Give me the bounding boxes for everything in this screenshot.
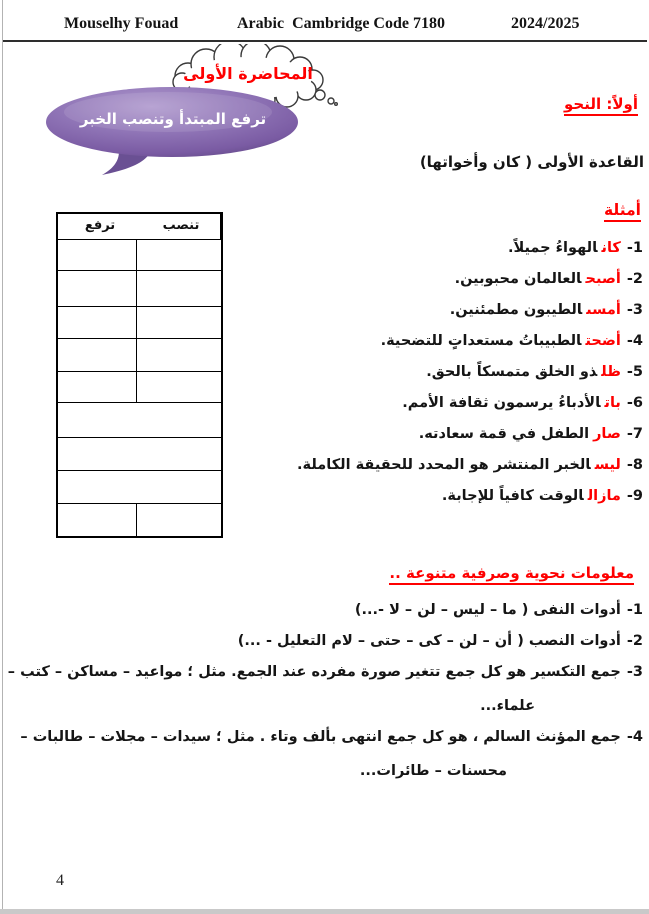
examples-title: أمثلة [604,201,641,222]
table-row-merged [58,470,221,503]
example-number: 5- [626,364,643,380]
example-keyword: بات [604,395,621,411]
example-keyword: صار [593,426,621,442]
example-keyword: كان [601,240,621,256]
info-item-continuation: محسنات – طائرات... [359,763,507,779]
rule-title: القاعدة الأولى ( كان وأخواتها) [419,153,644,171]
example-keyword: ليس [594,457,621,473]
example-number: 4- [626,333,643,349]
example-keyword: مازال [587,488,621,504]
example-item [297,233,643,264]
table-row-merged [58,437,221,470]
example-item [297,481,643,512]
example-text: العالمان محبوبين. [454,271,582,287]
example-item [297,450,643,481]
example-keyword: أمسى [586,302,621,318]
table-row [58,270,221,306]
examples-list [297,233,643,512]
example-keyword: ظل [601,364,621,380]
table-row [58,306,221,338]
table-row [58,503,221,536]
header-course: Arabic Cambridge Code 7180 [237,15,445,32]
info-title: معلومات نحوية وصرفية متنوعة .. [389,564,634,585]
example-number: 2- [626,271,643,287]
info-item [355,600,643,620]
info-number: 1- [626,602,643,618]
example-text: الأدباءُ يرسمون ثقافة الأمم. [402,395,601,411]
info-item [8,662,643,682]
table-row [58,239,221,270]
info-number: 2- [626,633,643,649]
conjugation-table [56,212,223,538]
example-item [297,388,643,419]
cloud-label: المحاضرة الأولى [183,64,313,83]
example-text: الطيبون مطمئنين. [449,302,583,318]
example-number: 7- [626,426,643,442]
info-number: 4- [626,729,643,745]
table-row [58,338,221,371]
example-keyword: أصبح [585,271,621,287]
info-text: جمع التكسير هو كل جمع تتغير صورة مفرده عند الجمع. مثل ؛ مواعيد – مساكن – كتب – [7,664,621,680]
example-text: الهواءُ جميلاً. [507,240,598,256]
page-bottom-edge [0,909,649,914]
example-number: 3- [626,302,643,318]
header-author: Mouselhy Fouad [64,15,179,32]
info-item [238,631,643,651]
example-item [297,264,643,295]
table-header-row [58,214,221,239]
info-item-continuation: علماء... [480,698,535,714]
example-item [297,326,643,357]
example-text: الخبر المنتشر هو المحدد للحقيقة الكاملة. [297,457,591,473]
info-number: 3- [626,664,643,680]
thought-dots [315,90,337,105]
info-text: جمع المؤنث السالم ، هو كل جمع انتهى بألف وتاء . مثل ؛ سيدات – مجلات – طالبات – [20,729,621,745]
example-number: 6- [626,395,643,411]
bubble-label: ترفع المبتدأ وتنصب الخبر [79,110,267,128]
info-text: أدوات النصب ( أن – لن – كى – حتى – لام التعليل - ...) [237,633,621,649]
example-item [297,357,643,388]
example-text: ذو الخلق متمسكاً بالحق. [426,364,598,380]
info-item [20,727,643,747]
page-left-edge [2,0,3,909]
page-number: 4 [56,872,64,889]
table-header-nasb: تنصب [142,214,221,239]
table-header-rafa: ترفع [84,218,116,233]
section-title-grammar: أولاً: النحو [564,95,638,116]
header-year: 2024/2025 [511,15,580,32]
example-item [297,419,643,450]
info-text: أدوات النفى ( ما – ليس – لن – لا -...) [354,602,621,618]
example-number: 9- [626,488,643,504]
example-text: الطفل في قمة سعادته. [418,426,590,442]
example-text: الوقت كافياً للإجابة. [441,488,584,504]
example-item [297,295,643,326]
header-divider [3,40,647,42]
table-row-merged [58,402,221,437]
example-number: 8- [626,457,643,473]
example-number: 1- [626,240,643,256]
table-row [58,371,221,402]
example-text: الطبيباتُ مستعداتٍ للتضحية. [380,333,582,349]
example-keyword: أضحت [585,333,621,349]
